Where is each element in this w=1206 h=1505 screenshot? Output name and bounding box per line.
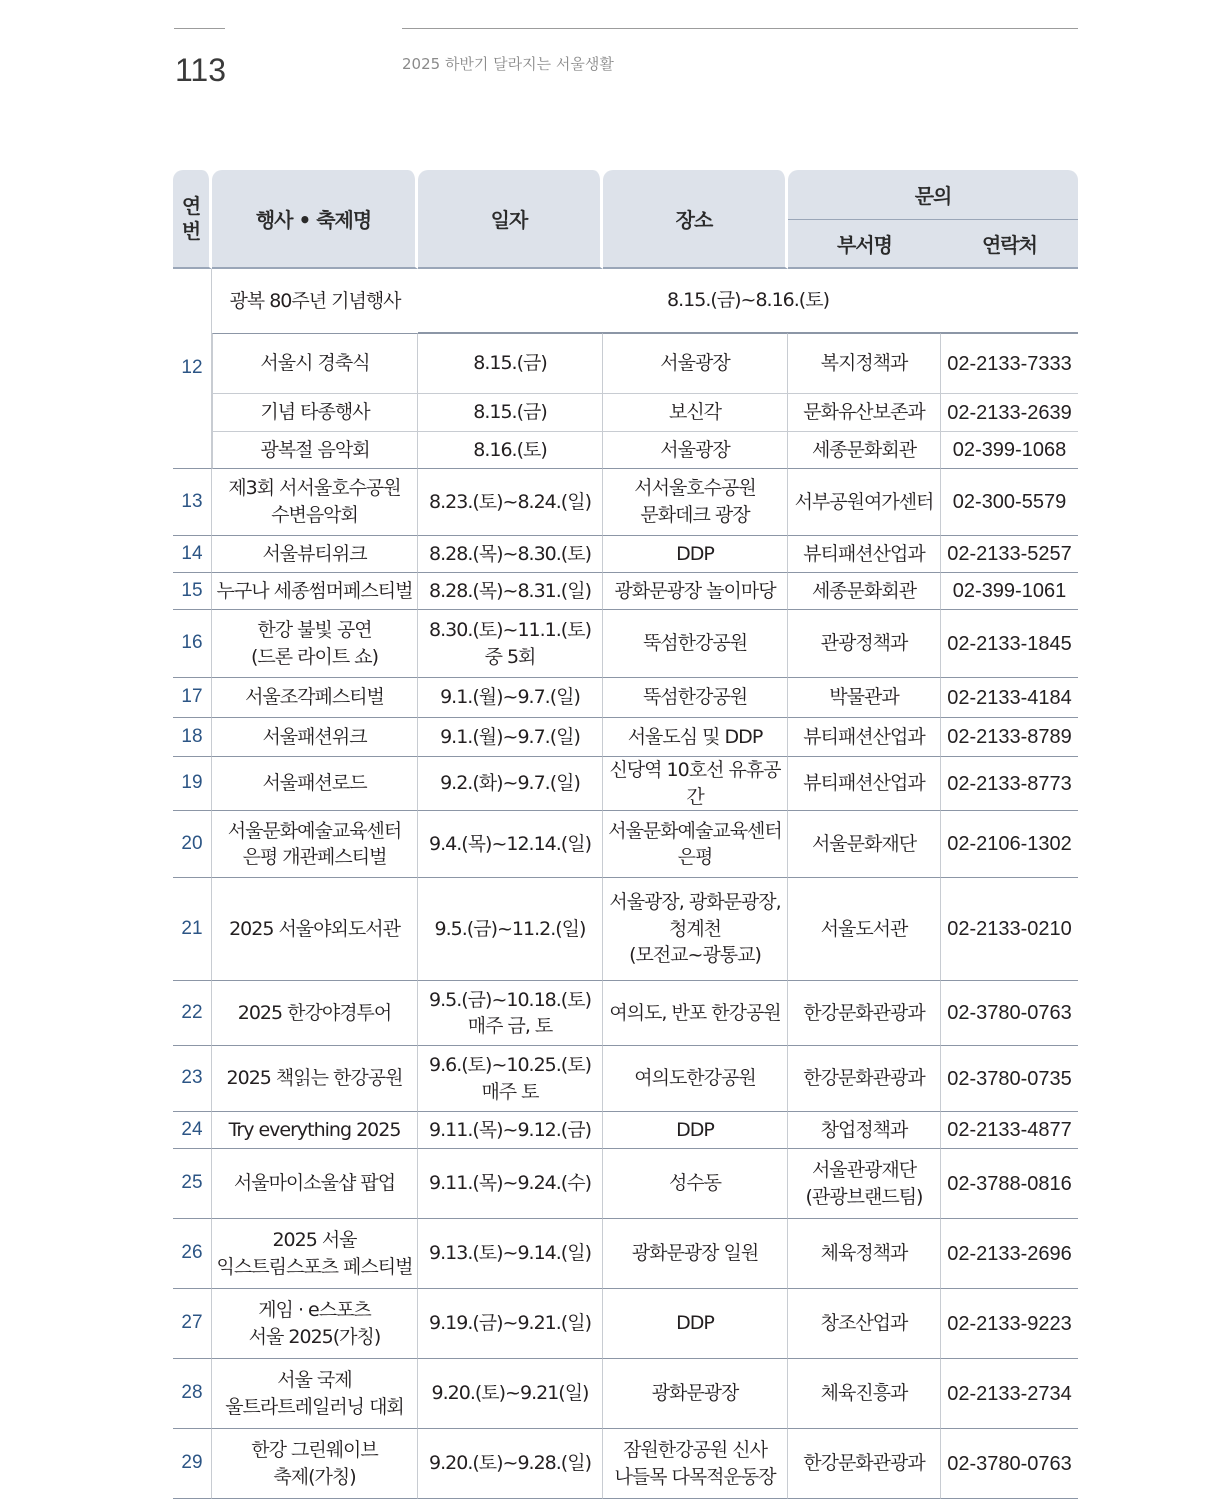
event-dept: 관광정책과 — [788, 610, 941, 678]
event-place: 광화문광장 — [603, 1359, 788, 1429]
col-header-date: 일자 — [418, 170, 603, 269]
event-date: 9.4.(목)~12.14.(일) — [418, 811, 603, 878]
event-name: 2025 한강야경투어 — [212, 981, 418, 1046]
event-contact: 02-2133-5257 — [941, 536, 1078, 573]
table-row — [173, 1149, 1078, 1219]
event-date: 9.20.(토)~9.21(일) — [418, 1359, 603, 1429]
row-number: 18 — [173, 718, 212, 757]
table-row — [173, 1289, 1078, 1359]
event-contact: 02-3780-0735 — [941, 1046, 1078, 1112]
event-contact: 02-2133-2639 — [941, 394, 1078, 432]
table-row — [173, 811, 1078, 878]
event-place: 성수동 — [603, 1149, 788, 1219]
event-contact: 02-2133-4877 — [941, 1112, 1078, 1149]
event-name: 서울마이소울샵 팝업 — [212, 1149, 418, 1219]
event-contact: 02-3780-0763 — [941, 981, 1078, 1046]
event-date: 8.28.(목)~8.30.(토) — [418, 536, 603, 573]
event-name: 한강 불빛 공연 (드론 라이트 쇼) — [212, 610, 418, 678]
event-name: 서울 국제 울트라트레일러닝 대회 — [212, 1359, 418, 1429]
event-name: 제3회 서서울호수공원 수변음악회 — [212, 469, 418, 536]
event-dept: 서부공원여가센터 — [788, 469, 941, 536]
event-contact: 02-2133-4184 — [941, 678, 1078, 718]
table-row — [173, 1429, 1078, 1499]
event-name: 2025 서울 익스트림스포츠 페스티벌 — [212, 1219, 418, 1289]
event-contact: 02-2133-2734 — [941, 1359, 1078, 1429]
event-dept: 복지정책과 — [788, 333, 941, 394]
row-number: 28 — [173, 1359, 212, 1429]
table-row — [173, 1359, 1078, 1429]
event-contact: 02-2133-1845 — [941, 610, 1078, 678]
event-date: 8.15.(금) — [418, 333, 603, 394]
running-title: 2025 하반기 달라지는 서울생활 — [402, 55, 614, 73]
event-date: 9.20.(토)~9.28.(일) — [418, 1429, 603, 1499]
event-name: 게임 · e스포츠 서울 2025(가칭) — [212, 1289, 418, 1359]
event-name: 서울패션로드 — [212, 757, 418, 811]
event-dept: 체육진흥과 — [788, 1359, 941, 1429]
event-date: 9.19.(금)~9.21.(일) — [418, 1289, 603, 1359]
event-dept: 창조산업과 — [788, 1289, 941, 1359]
event-place: 신당역 10호선 유휴공간 — [603, 757, 788, 811]
table-row-group-12 — [173, 269, 1078, 333]
event-dept: 한강문화관광과 — [788, 1429, 941, 1499]
event-name: 기념 타종행사 — [212, 394, 418, 432]
table-row — [173, 981, 1078, 1046]
event-place: 광화문광장 일원 — [603, 1219, 788, 1289]
table-row-sub — [173, 432, 1078, 469]
event-date: 8.28.(목)~8.31.(일) — [418, 573, 603, 610]
col-header-dept: 부서명 — [788, 220, 941, 269]
table-row — [173, 757, 1078, 811]
event-dept: 세종문화회관 — [788, 432, 941, 469]
table-row — [173, 678, 1078, 718]
event-date: 9.5.(금)~11.2.(일) — [418, 878, 603, 981]
row-number: 19 — [173, 757, 212, 811]
event-name: 광복 80주년 기념행사 — [229, 289, 401, 312]
event-place: 여의도, 반포 한강공원 — [603, 981, 788, 1046]
event-dept: 서울관광재단 (관광브랜드팀) — [788, 1149, 941, 1219]
event-name: 서울뷰티위크 — [212, 536, 418, 573]
event-contact: 02-2133-0210 — [941, 878, 1078, 981]
event-place: 서울도심 및 DDP — [603, 718, 788, 757]
event-contact: 02-3788-0816 — [941, 1149, 1078, 1219]
event-name: 2025 서울야외도서관 — [212, 878, 418, 981]
event-dept: 세종문화회관 — [788, 573, 941, 610]
events-table — [173, 170, 1078, 1499]
row-number: 26 — [173, 1219, 212, 1289]
event-contact: 02-399-1061 — [941, 573, 1078, 610]
event-dept: 서울도서관 — [788, 878, 941, 981]
event-name: 서울문화예술교육센터 은평 개관페스티벌 — [212, 811, 418, 878]
event-contact: 02-2106-1302 — [941, 811, 1078, 878]
event-name: 한강 그린웨이브 축제(가칭) — [212, 1429, 418, 1499]
page-number: 113 — [175, 52, 227, 88]
event-place: 광화문광장 놀이마당 — [603, 573, 788, 610]
event-name: 서울조각페스티벌 — [212, 678, 418, 718]
event-place: 서울광장 — [603, 333, 788, 394]
event-dept: 뷰티패션산업과 — [788, 718, 941, 757]
event-place: 뚝섬한강공원 — [603, 610, 788, 678]
event-name: 서울패션위크 — [212, 718, 418, 757]
table-row — [173, 573, 1078, 610]
row-number: 12 — [173, 269, 212, 469]
event-date: 8.30.(토)~11.1.(토) 중 5회 — [418, 610, 603, 678]
event-contact: 02-2133-8789 — [941, 718, 1078, 757]
events-table-body — [173, 269, 1078, 1499]
event-contact: 02-399-1068 — [941, 432, 1078, 469]
row-number: 23 — [173, 1046, 212, 1112]
event-contact: 02-2133-2696 — [941, 1219, 1078, 1289]
event-dept: 체육정책과 — [788, 1219, 941, 1289]
row-number: 25 — [173, 1149, 212, 1219]
table-row-sub — [173, 394, 1078, 432]
row-number: 21 — [173, 878, 212, 981]
event-place: DDP — [603, 1112, 788, 1149]
event-date: 8.15.(금) — [418, 394, 603, 432]
event-date: 9.1.(월)~9.7.(일) — [418, 678, 603, 718]
header-rule-right — [402, 28, 1078, 29]
row-number: 17 — [173, 678, 212, 718]
header-rule-left — [174, 28, 225, 29]
row-number: 13 — [173, 469, 212, 536]
col-header-place: 장소 — [603, 170, 788, 269]
event-place: 서울문화예술교육센터 은평 — [603, 811, 788, 878]
event-place: DDP — [603, 536, 788, 573]
event-name: 누구나 세종썸머페스티벌 — [212, 573, 418, 610]
row-number: 20 — [173, 811, 212, 878]
event-name: 2025 책읽는 한강공원 — [212, 1046, 418, 1112]
event-contact: 02-2133-7333 — [941, 333, 1078, 394]
event-dept: 문화유산보존과 — [788, 394, 941, 432]
event-place: 서서울호수공원 문화데크 광장 — [603, 469, 788, 536]
row-number: 14 — [173, 536, 212, 573]
col-header-inquiry: 문의 — [788, 170, 1078, 220]
event-date: 9.11.(목)~9.12.(금) — [418, 1112, 603, 1149]
event-date: 9.1.(월)~9.7.(일) — [418, 718, 603, 757]
event-dept: 서울문화재단 — [788, 811, 941, 878]
col-header-no-label: 연 번 — [181, 193, 201, 243]
event-date: 8.23.(토)~8.24.(일) — [418, 469, 603, 536]
table-row — [173, 1219, 1078, 1289]
row-number: 16 — [173, 610, 212, 678]
row-number: 29 — [173, 1429, 212, 1499]
table-row — [173, 718, 1078, 757]
event-place: 잠원한강공원 신사 나들목 다목적운동장 — [603, 1429, 788, 1499]
event-dept: 뷰티패션산업과 — [788, 536, 941, 573]
event-place: 여의도한강공원 — [603, 1046, 788, 1112]
row-number: 15 — [173, 573, 212, 610]
event-place: 보신각 — [603, 394, 788, 432]
col-header-contact: 연락처 — [941, 220, 1078, 269]
table-row-sub — [173, 333, 1078, 394]
event-name: 광복절 음악회 — [212, 432, 418, 469]
event-date: 9.11.(목)~9.24.(수) — [418, 1149, 603, 1219]
event-contact: 02-2133-8773 — [941, 757, 1078, 811]
row-number: 24 — [173, 1112, 212, 1149]
event-date: 9.13.(토)~9.14.(일) — [418, 1219, 603, 1289]
table-row — [173, 1046, 1078, 1112]
table-row — [173, 1112, 1078, 1149]
table-row — [173, 469, 1078, 536]
event-name: Try everything 2025 — [212, 1112, 418, 1149]
event-place: 뚝섬한강공원 — [603, 678, 788, 718]
event-contact: 02-3780-0763 — [941, 1429, 1078, 1499]
col-header-no — [173, 170, 212, 269]
event-date: 8.16.(토) — [418, 432, 603, 469]
event-name: 서울시 경축식 — [212, 333, 418, 394]
event-place: 서울광장 — [603, 432, 788, 469]
event-contact: 02-2133-9223 — [941, 1289, 1078, 1359]
row-number: 27 — [173, 1289, 212, 1359]
event-date: 9.2.(화)~9.7.(일) — [418, 757, 603, 811]
event-date: 9.6.(토)~10.25.(토) 매주 토 — [418, 1046, 603, 1112]
event-dept: 뷰티패션산업과 — [788, 757, 941, 811]
event-place: 서울광장, 광화문광장, 청계천 (모전교~광통교) — [603, 878, 788, 981]
event-dept: 한강문화관광과 — [788, 981, 941, 1046]
table-row — [173, 878, 1078, 981]
event-dept: 박물관과 — [788, 678, 941, 718]
event-contact: 02-300-5579 — [941, 469, 1078, 536]
event-date: 8.15.(금)~8.16.(토) — [418, 269, 1078, 333]
event-place: DDP — [603, 1289, 788, 1359]
col-header-name: 행사 • 축제명 — [212, 170, 418, 269]
table-row — [173, 610, 1078, 678]
row-number: 22 — [173, 981, 212, 1046]
event-dept: 창업정책과 — [788, 1112, 941, 1149]
event-date: 9.5.(금)~10.18.(토) 매주 금, 토 — [418, 981, 603, 1046]
table-row — [173, 536, 1078, 573]
event-dept: 한강문화관광과 — [788, 1046, 941, 1112]
